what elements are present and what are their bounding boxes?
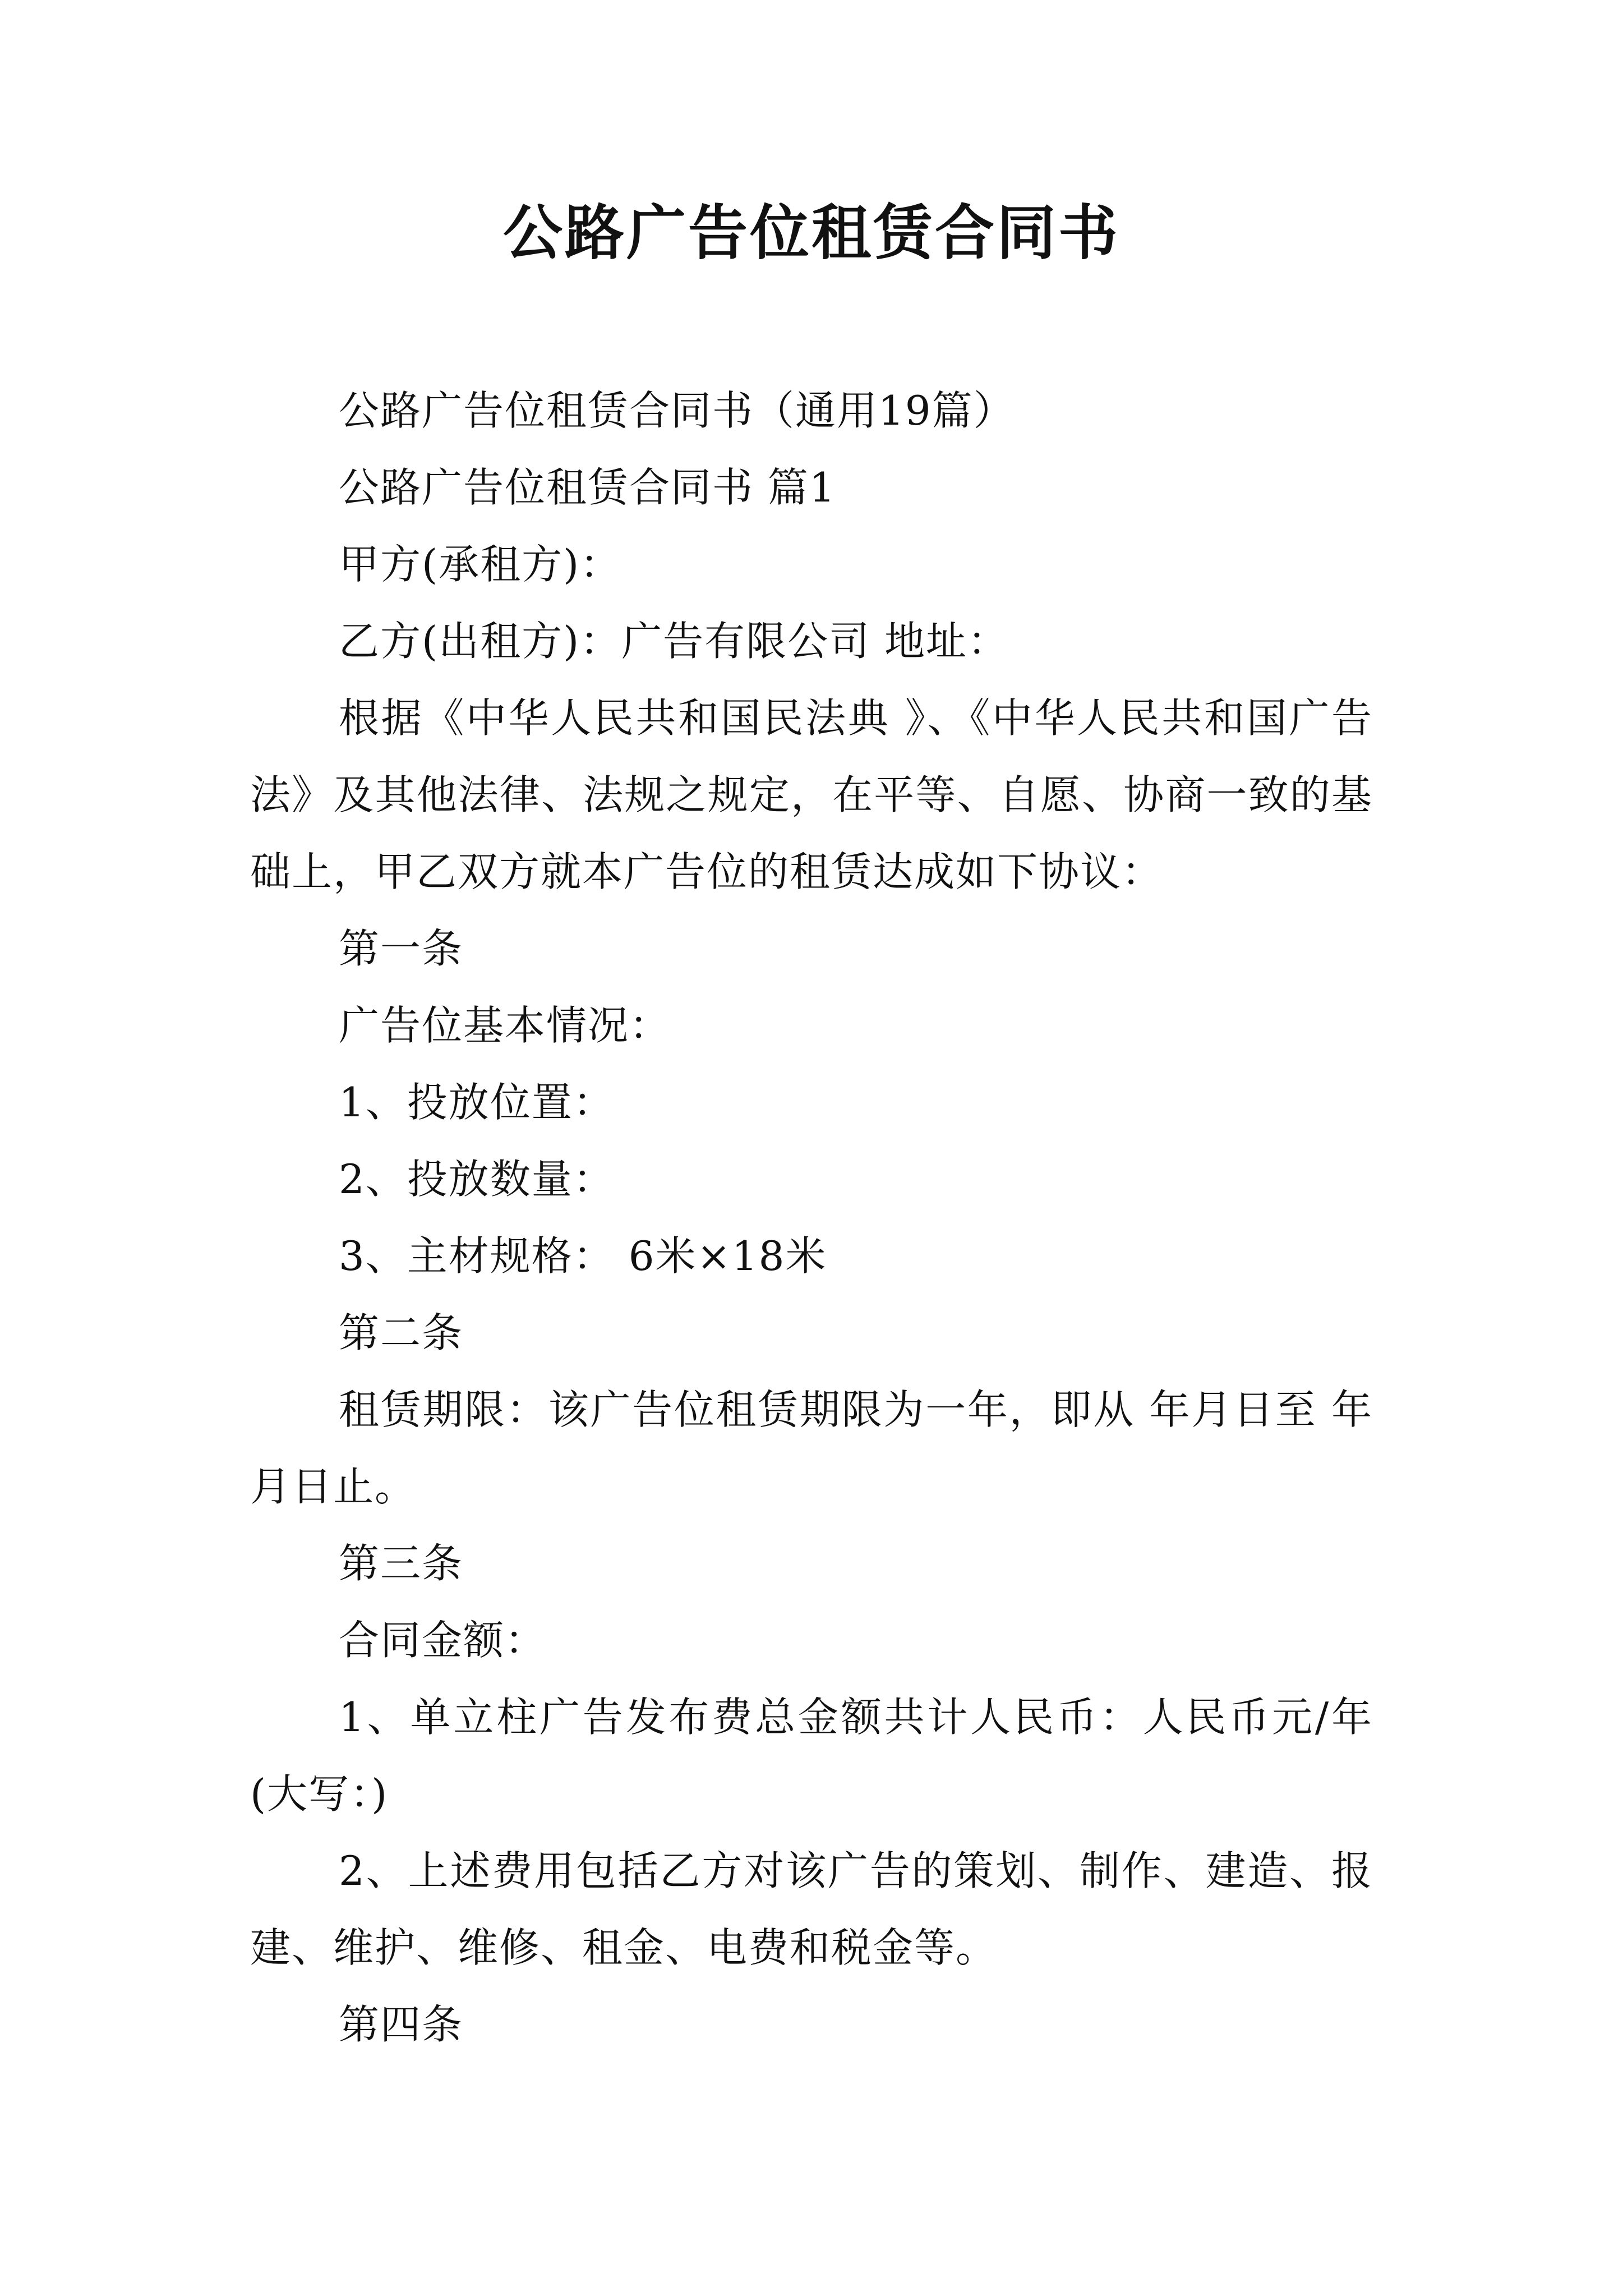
paragraph-location: 1、投放位置： [339,1079,615,1126]
paragraph-article-1: 第一条 [339,925,464,972]
paragraph-party-b: 乙方(出租方)：广告有限公司 地址： [339,618,1009,665]
document-body [250,372,1373,2063]
paragraph-article-4: 第四条 [339,2001,464,2048]
paragraph-fee-includes: 2、上述费用包括乙方对该广告的策划、制作、建造、报建、维护、维修、租金、电费和税金等。 [250,1847,1373,1971]
paragraph-article-2: 第二条 [339,1309,464,1356]
paragraph-fee: 1、单立柱广告发布费总金额共计人民币：人民币元/年(大写：) [250,1694,1373,1818]
paragraph-contract-amount: 合同金额： [339,1617,547,1664]
document-title: 公路广告位租赁合同书 [503,197,1120,268]
paragraph-preamble: 根据《中华人民共和国民法典 》、《中华人民共和国广告法》及其他法律、法规之规定，在平等、自愿、协商一致的基础上，甲乙双方就本广告位的租赁达成如下协议： [250,694,1373,895]
paragraph-quantity: 2、投放数量： [339,1156,615,1203]
paragraph-spec: 3、主材规格： 6米×18米 [339,1232,827,1280]
paragraph-basic-info: 广告位基本情况： [339,1002,671,1049]
paragraph-article-3: 第三条 [339,1540,464,1587]
paragraph-party-a: 甲方(承租方)： [339,541,622,588]
paragraph-lease-term: 租赁期限：该广告位租赁期限为一年，即从 年月日至 年 月日止。 [250,1386,1373,1510]
paragraph-subtitle: 公路广告位租赁合同书（通用19篇） [339,387,1015,434]
paragraph-section-heading: 公路广告位租赁合同书 篇1 [339,464,836,511]
